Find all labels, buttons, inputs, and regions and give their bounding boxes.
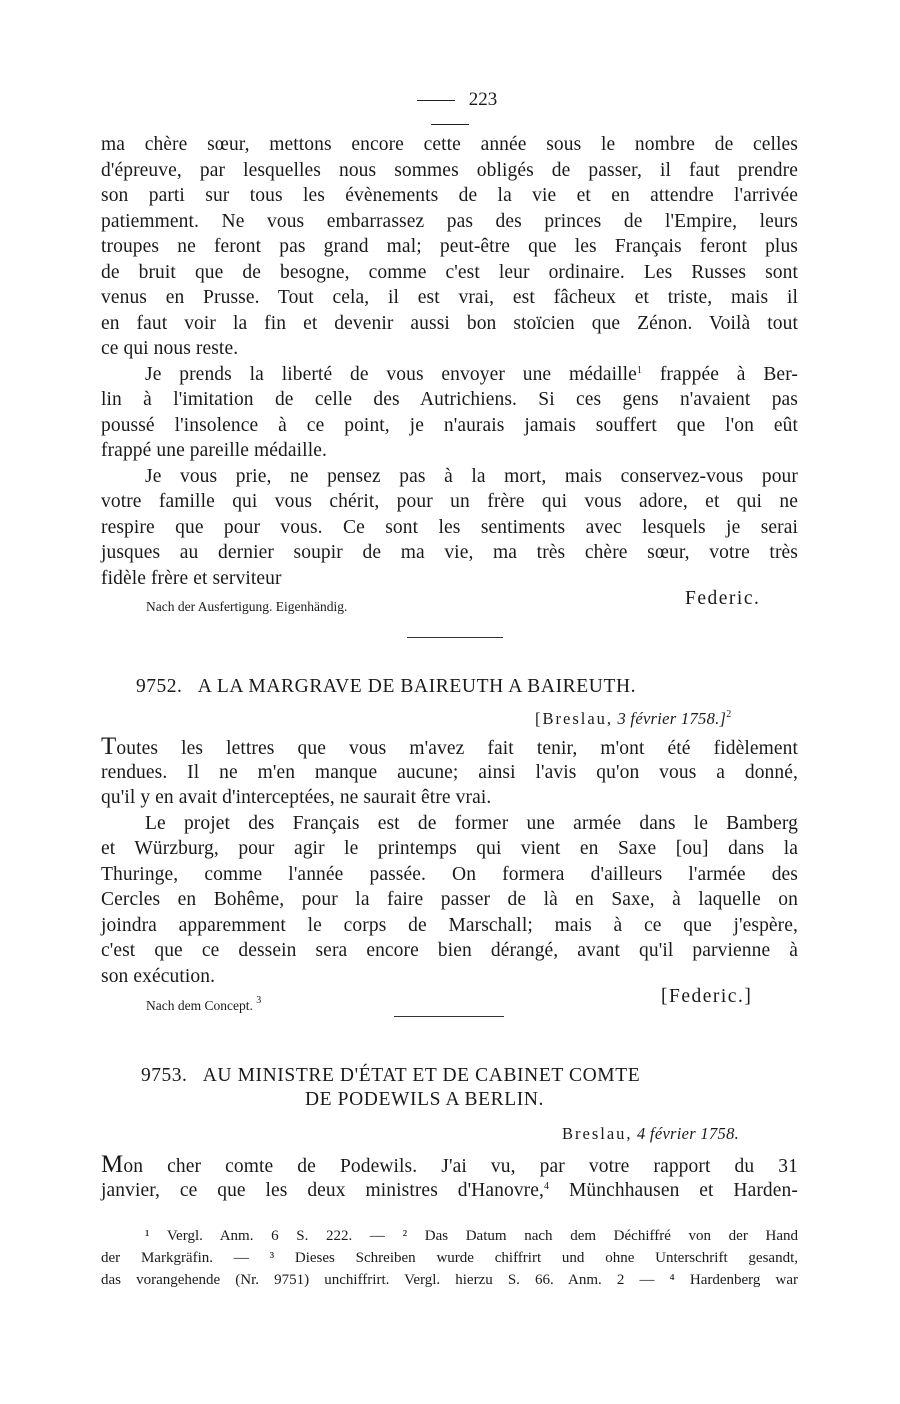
- text-segment: frappée à Ber-: [642, 364, 798, 385]
- dateline-place: Breslau,: [562, 1124, 633, 1143]
- text-line: [145, 362, 798, 387]
- text-line: Je vous prie, ne pensez pas à la mort, mais conservez-vous pour: [145, 466, 798, 487]
- footnote-ref: 2: [726, 709, 732, 720]
- text-segment: Münchhausen et Harden-: [549, 1180, 798, 1201]
- text-line: et Würzburg, pour agir le printemps qui vient en Saxe [ou] dans la: [101, 838, 798, 859]
- text-line: en faut voir la fin et devenir aussi bon stoïcien que Zénon. Voilà tout: [101, 313, 798, 334]
- text-segment: on cher comte de Podewils. J'ai vu, par votre rapport du 31: [123, 1156, 798, 1177]
- text-line: son parti sur tous les évènements de la vie et en attendre l'arrivée: [101, 185, 798, 206]
- text-line: de bruit que de besogne, comme c'est leur ordinaire. Les Russes sont: [101, 262, 798, 283]
- footnote-ref: 4: [544, 1181, 550, 1192]
- text-line: Cercles en Bohême, pour la faire passer de là en Saxe, à laquelle on: [101, 889, 798, 910]
- text-line: respire que pour vous. Ce sont les sentiments avec lesquels je serai: [101, 517, 798, 538]
- letter-title: A LA MARGRAVE DE BAIREUTH A BAIREUTH.: [197, 676, 637, 697]
- text-segment: Je prends la liberté de vous envoyer une médaille: [145, 364, 637, 385]
- text-line: son exécution.: [101, 966, 216, 987]
- dateline: [562, 1123, 739, 1145]
- text-line: rendues. Il ne m'en manque aucune; ainsi l'avis qu'on vous a donné,: [101, 762, 798, 783]
- text-line: poussé l'insolence à ce point, je n'aurais jamais souffert que l'on eût: [101, 415, 798, 436]
- text-line: votre famille qui vous chérit, pour un frère qui vous adore, et qui ne: [101, 491, 798, 512]
- page-number-dash-left: [417, 100, 455, 101]
- signature: [Federic.]: [661, 986, 753, 1007]
- text-segment: janvier, ce que les deux ministres d'Hanovre,: [101, 1180, 544, 1201]
- letter-heading: [136, 674, 636, 699]
- signature: Federic.: [685, 588, 761, 609]
- text-line: patiemment. Ne vous embarrassez pas des princes de l'Empire, leurs: [101, 211, 798, 232]
- page-number-dash-right: [431, 124, 469, 125]
- text-line: qu'il y en avait d'interceptées, ne saurait être vrai.: [101, 787, 492, 808]
- dateline: [535, 708, 732, 730]
- text-line: c'est que ce dessein sera encore bien dérangé, avant qu'il parvienne à: [101, 940, 798, 961]
- page-number: [370, 88, 530, 136]
- section-divider: [394, 1016, 504, 1017]
- dateline-date: 3 février 1758.]: [613, 709, 727, 728]
- initial-letter: T: [101, 733, 117, 760]
- source-note-text: Nach dem Concept.: [146, 998, 253, 1013]
- text-line: d'épreuve, par lesquelles nous sommes obligés de passer, il faut prendre: [101, 160, 798, 181]
- text-line: venus en Prusse. Tout cela, il est vrai, est fâcheux et triste, mais il: [101, 287, 798, 308]
- text-line: [101, 1178, 798, 1203]
- section-divider: [407, 637, 503, 638]
- letter-title: AU MINISTRE D'ÉTAT ET DE CABINET COMTE: [202, 1065, 641, 1086]
- text-line: frappé une pareille médaille.: [101, 440, 327, 461]
- letter-title-continued: DE PODEWILS A BERLIN.: [305, 1089, 545, 1110]
- text-line: [101, 1152, 798, 1177]
- text-line: ma chère sœur, mettons encore cette année sous le nombre de celles: [101, 134, 798, 155]
- text-line: jusques au dernier soupir de ma vie, ma très chère sœur, votre très: [101, 542, 798, 563]
- text-line: ce qui nous reste.: [101, 338, 239, 359]
- footnote-line: ¹ Vergl. Anm. 6 S. 222. — ² Das Datum nach dem Déchiffré von der Hand: [145, 1228, 798, 1244]
- footnote-line: der Markgräfin. — ³ Dieses Schreiben wurde chiffrirt und ohne Unterschrift gesandt,: [101, 1250, 798, 1266]
- dateline-date: 4 février 1758.: [632, 1124, 740, 1143]
- dateline-place: [Breslau,: [535, 709, 614, 728]
- source-note: [146, 997, 261, 1015]
- text-line: lin à l'imitation de celle des Autrichiens. Si ces gens n'avaient pas: [101, 389, 798, 410]
- text-line: fidèle frère et serviteur: [101, 568, 282, 589]
- text-line: joindra apparemment le corps de Marschall; mais à ce que j'espère,: [101, 915, 798, 936]
- text-segment: outes les lettres que vous m'avez fait tenir, m'ont été fidèlement: [116, 738, 798, 759]
- letter-number: 9753.: [141, 1065, 188, 1086]
- text-line: Thuringe, comme l'année passée. On formera d'ailleurs l'armée des: [101, 864, 798, 885]
- initial-letter: M: [101, 1151, 124, 1178]
- letter-number: 9752.: [136, 676, 183, 697]
- source-note: Nach der Ausfertigung. Eigenhändig.: [146, 599, 348, 614]
- text-line: [101, 734, 798, 759]
- text-line: troupes ne feront pas grand mal; peut-être que les Français feront plus: [101, 236, 798, 257]
- footnote-line: das vorangehende (Nr. 9751) unchiffrirt. Vergl. hierzu S. 66. Anm. 2 — ⁴ Hardenberg war: [101, 1272, 798, 1288]
- footnote-ref: 1: [636, 365, 643, 376]
- footnote-ref: 3: [256, 995, 262, 1006]
- page-number-text: 223: [468, 89, 498, 110]
- text-line: Le projet des Français est de former une armée dans le Bamberg: [145, 813, 798, 834]
- letter-heading: [141, 1063, 640, 1088]
